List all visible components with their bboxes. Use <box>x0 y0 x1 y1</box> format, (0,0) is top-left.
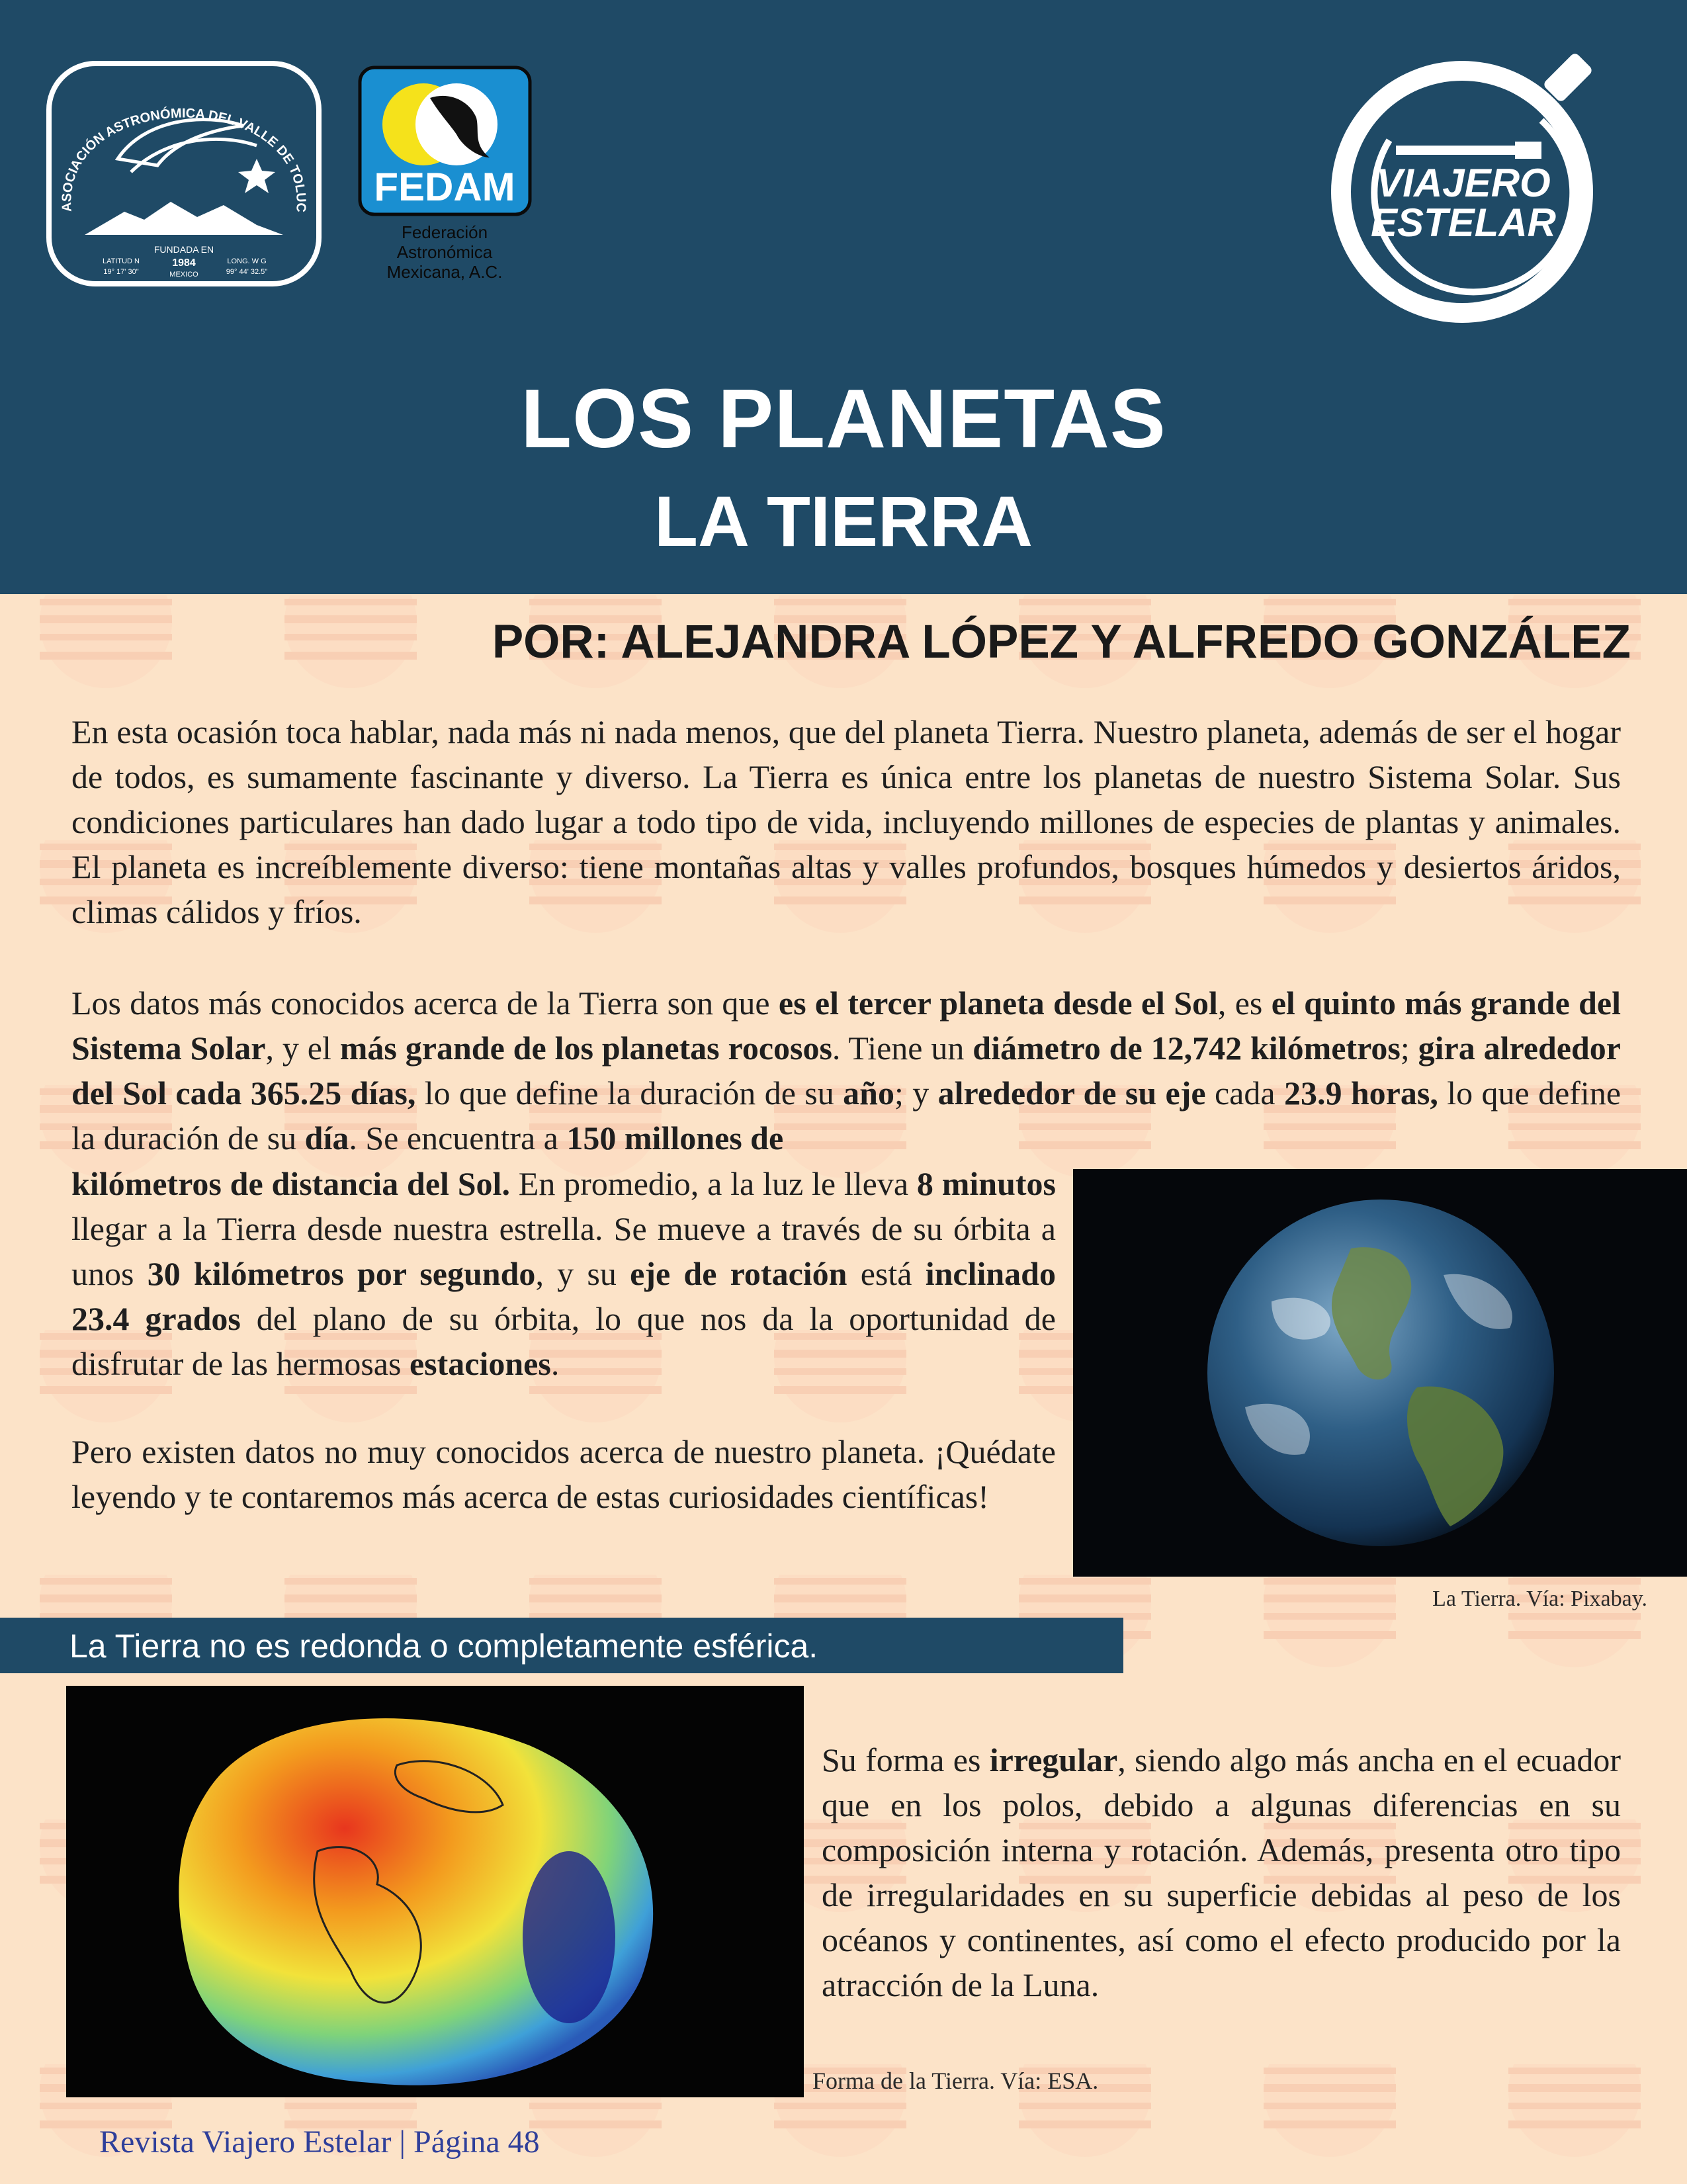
shape-paragraph: Su forma es irregular, siendo algo más ancha en el ecuador que en los polos, debido a algunas diferencias en su composición interna y rotación. Además, presenta otro tipo de irregularidades en su superficie debidas al peso de los océanos y continentes, así como el efecto producido por la atracción de la Luna. <box>822 1741 1622 2003</box>
svg-text:ASOCIACIÓN ASTRONÓMICA DEL VAL <box>45 60 308 212</box>
section-heading-bar <box>0 1618 1123 1673</box>
aavt-logo-country: MEXICO <box>169 271 198 279</box>
page-footer: Revista Viajero Estelar | Página 48 <box>99 2124 540 2160</box>
aavt-logo-long-label: LONG. W G <box>227 257 267 265</box>
aavt-logo-ring-text: ASOCIACIÓN ASTRONÓMICA DEL VALLE DE TOLUC <box>60 106 308 213</box>
fedam-logo-line3: Mexicana, A.C. <box>386 262 503 282</box>
fedam-logo <box>357 65 533 290</box>
aavt-logo <box>45 60 323 288</box>
geoid-photo-caption: Forma de la Tierra. Vía: ESA. <box>812 2068 1099 2094</box>
fedam-logo-acronym: FEDAM <box>374 165 515 209</box>
viajero-estelar-logo-line1: VIAJERO <box>1376 161 1551 205</box>
geoid-photo <box>66 1686 804 2097</box>
viajero-estelar-logo-line2: ESTELAR <box>1370 200 1557 245</box>
author-byline: POR: ALEJANDRA LÓPEZ Y ALFREDO GONZÁLEZ <box>492 616 1631 668</box>
aavt-logo-lat-value: 19° 17' 30" <box>103 268 139 276</box>
fedam-logo-line2: Astronómica <box>396 242 493 262</box>
aavt-logo-year: 1984 <box>172 257 196 269</box>
facts-paragraph: Los datos más conocidos acerca de la Tierra son que es el tercer planeta desde el Sol, es el quinto más grande del Sistema Solar, y el más grande de los planetas rocosos. Tiene un diámetro de 12,742 kilómetros; gira alrededor del Sol cada 365.25 días, lo que define la duración de su año; y alrededor de su eje cada 23.9 horas, lo que define la duración de su día. Se encuentra a 150 millones de <box>71 984 1622 1157</box>
aavt-logo-founded: FUNDADA EN <box>153 244 214 255</box>
teaser-paragraph: Pero existen datos no muy conocidos acerca de nuestro planeta. ¡Quédate leyendo y te contaremos más acerca de estas curiosidades científicas! <box>71 1433 1056 1515</box>
earth-photo <box>1073 1169 1687 1577</box>
earth-photo-caption: La Tierra. Vía: Pixabay. <box>1432 1587 1647 1611</box>
section-heading: La Tierra no es redonda o completamente esférica. <box>69 1628 818 1665</box>
header-banner <box>0 0 1687 594</box>
intro-paragraph: En esta ocasión toca hablar, nada más ni nada menos, que del planeta Tierra. Nuestro planeta, además de ser el hogar de todos, es sumamente fascinante y diverso. La Tierra es única entre los planetas de nuestro Sistema Solar. Sus condiciones particulares han dado lugar a todo tipo de vida, incluyendo millones de especies de plantas y animales. El planeta es increíblemente diverso: tiene montañas altas y valles profundos, bosques húmedos y desiertos áridos, climas cálidos y fríos. <box>71 713 1621 930</box>
facts-paragraph-continued: kilómetros de distancia del Sol. En promedio, a la luz le lleva 8 minutos llegar a la Tierra desde nuestra estrella. Se mueve a través de su órbita a unos 30 kilómetros por segundo, y su eje de rotación está inclinado 23.4 grados del plano de su órbita, lo que nos da la oportunidad de disfrutar de las hermosas estaciones. <box>71 1165 1057 1382</box>
page-subtitle: LA TIERRA <box>654 481 1033 561</box>
page-title: LOS PLANETAS <box>521 372 1166 465</box>
fedam-logo-line1: Federación <box>401 222 488 242</box>
aavt-logo-lat-label: LATITUD N <box>102 257 140 265</box>
viajero-estelar-logo <box>1323 41 1614 332</box>
aavt-logo-long-value: 99° 44' 32.5" <box>226 268 268 276</box>
